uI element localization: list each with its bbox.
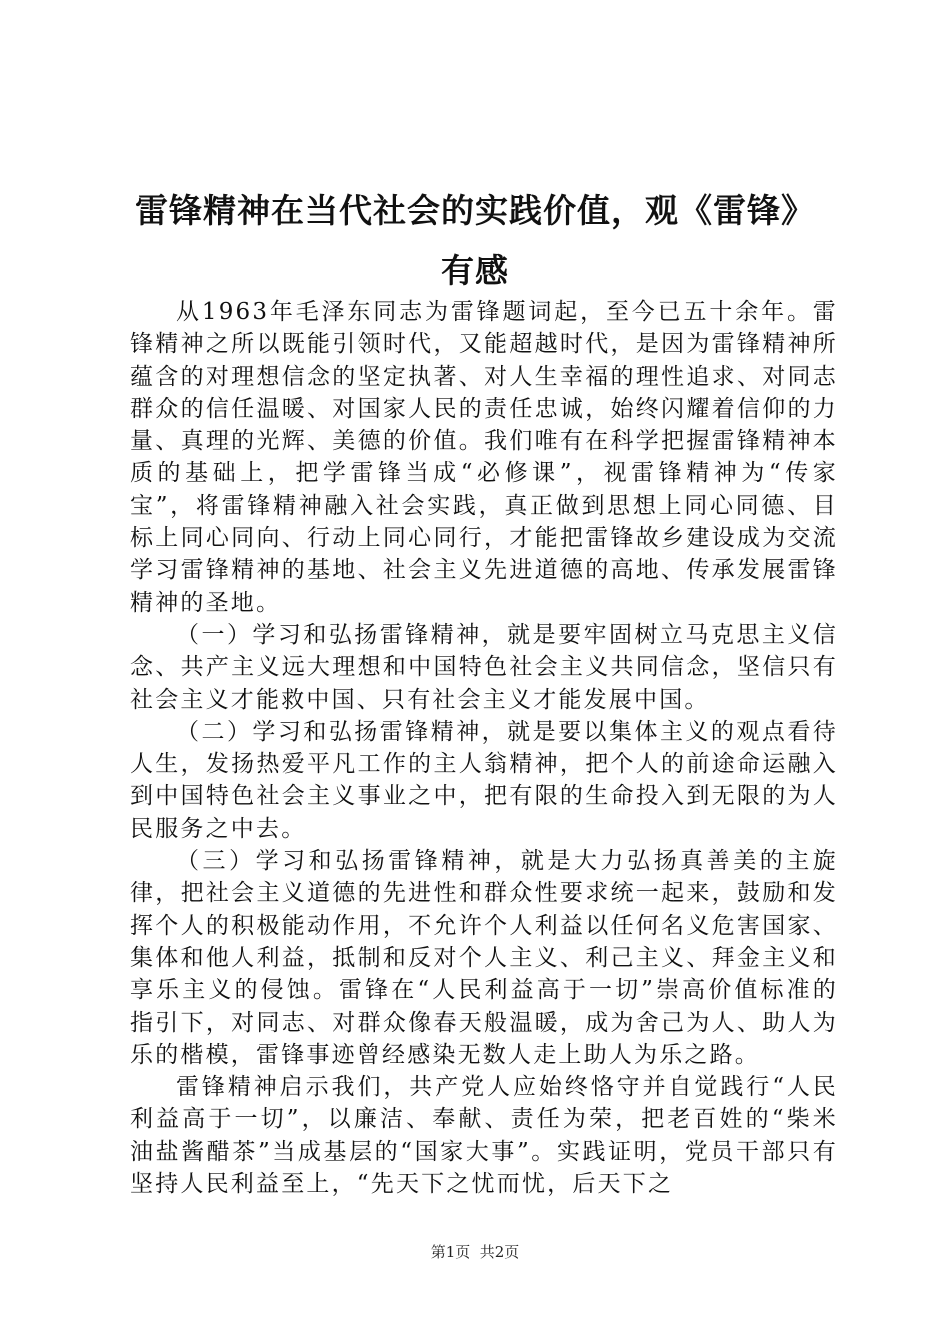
page-footer (0, 1242, 950, 1262)
paragraph-point-1: （一）学习和弘扬雷锋精神，就是要牢固树立马克思主义信念、共产主义远大理想和中国特色社会主义共同信念，坚信只有社会主义才能救中国、只有社会主义才能发展中国。 (130, 621, 838, 713)
document-body (130, 296, 838, 1200)
document-title-line-2: 有感 (441, 251, 509, 290)
page-number: 第1页 共2页 (430, 1243, 520, 1261)
paragraph-conclusion: 雷锋精神启示我们，共产党人应始终恪守并自觉践行“人民利益高于一切”，以廉洁、奉献、责任为荣，把老百姓的“柴米油盐酱醋茶”当成基层的“国家大事”。实践证明，党员干部只有坚持人民利益至上，“先天下之忧而忧，后天下之 (130, 1074, 838, 1198)
paragraph-point-3: （三）学习和弘扬雷锋精神，就是大力弘扬真善美的主旋律，把社会主义道德的先进性和群众性要求统一起来，鼓励和发挥个人的积极能动作用，不允许个人利益以任何名义危害国家、集体和他人利益，抵制和反对个人主义、利己主义、拜金主义和享乐主义的侵蚀。雷锋在“人民利益高于一切”崇高价值标准的指引下，对同志、对群众像春天般温暖，成为舍己为人、助人为乐的楷模，雷锋事迹曾经感染无数人走上助人为乐之路。 (130, 848, 838, 1068)
document-title-line-1: 雷锋精神在当代社会的实践价值，观《雷锋》 (135, 191, 815, 230)
paragraph-point-2: （二）学习和弘扬雷锋精神，就是要以集体主义的观点看待人生，发扬热爱平凡工作的主人翁精神，把个人的前途命运融入到中国特色社会主义事业之中，把有限的生命投入到无限的为人民服务之中去。 (130, 718, 838, 842)
paragraph-intro: 从1963年毛泽东同志为雷锋题词起，至今已五十余年。雷锋精神之所以既能引领时代，又能超越时代，是因为雷锋精神所蕴含的对理想信念的坚定执著、对人生幸福的理性追求、对同志群众的信任温暖、对国家人民的责任忠诚，始终闪耀着信仰的力量、真理的光辉、美德的价值。我们唯有在科学把握雷锋精神本质的基础上，把学雷锋当成“必修课”，视雷锋精神为“传家宝”，将雷锋精神融入社会实践，真正做到思想上同心同德、目标上同心同向、行动上同心同行，才能把雷锋故乡建设成为交流学习雷锋精神的基地、社会主义先进道德的高地、传承发展雷锋精神的圣地。 (130, 299, 838, 616)
